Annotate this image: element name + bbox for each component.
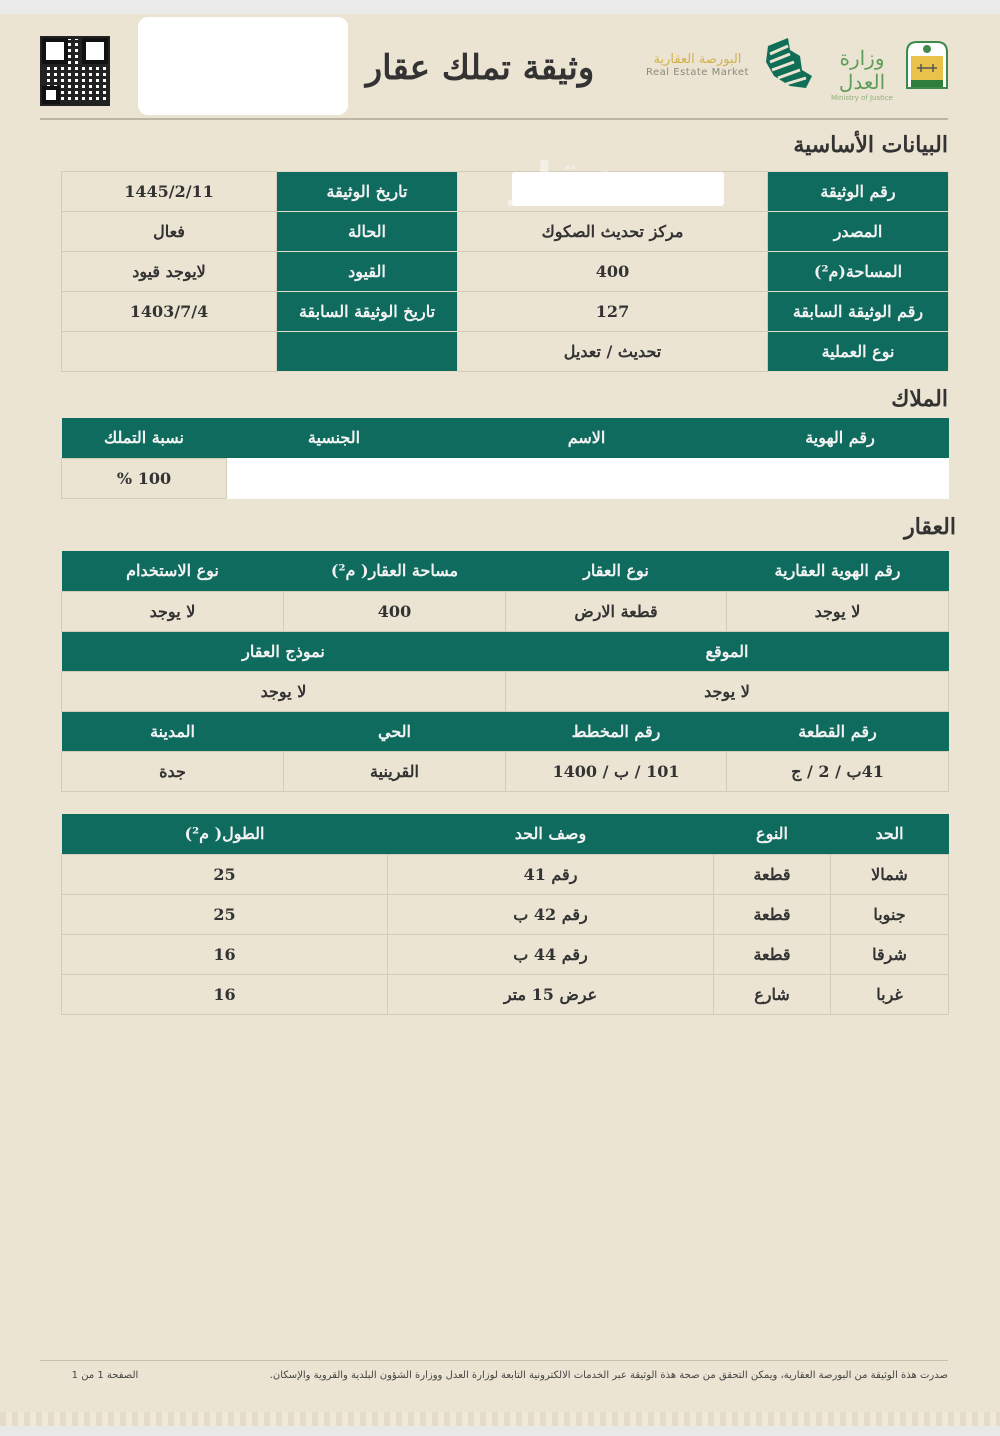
table-row: [62, 751, 949, 791]
table-row: [62, 974, 949, 1014]
value-cell: القرينية: [284, 751, 506, 791]
share-cell: 100 %: [62, 458, 227, 498]
side-cell: غربا: [831, 974, 949, 1014]
column-header: نوع العقار: [506, 551, 727, 591]
type-cell: شارع: [714, 974, 831, 1014]
column-header: رقم الهوية العقارية: [727, 551, 949, 591]
column-header: النوع: [714, 814, 831, 854]
length-cell: 16: [62, 934, 388, 974]
table-header-row: [62, 551, 949, 591]
value-cell: لا يوجد: [506, 671, 949, 711]
column-header: الحد: [831, 814, 949, 854]
value-cell: جدة: [62, 751, 284, 791]
table-row: [62, 854, 949, 894]
column-header: نوع الاستخدام: [62, 551, 284, 591]
value-cell: لايوجد قيود: [62, 252, 277, 292]
value-cell: 101 / ب / 1400: [506, 751, 727, 791]
column-header: وصف الحد: [388, 814, 714, 854]
value-cell: مركز تحديث الصكوك: [458, 212, 768, 252]
side-cell: شرقا: [831, 934, 949, 974]
table-row: [62, 332, 949, 372]
column-header: المدينة: [62, 711, 284, 751]
label-cell: الحالة: [277, 212, 458, 252]
basic-info-title: البيانات الأساسية: [793, 132, 948, 158]
property-title: العقار: [904, 514, 956, 540]
footer-divider: [40, 1360, 948, 1361]
type-cell: قطعة: [714, 894, 831, 934]
label-cell: نوع العملية: [768, 332, 949, 372]
table-row: [62, 671, 949, 711]
real-estate-market-logo: [640, 52, 755, 78]
label-cell: القيود: [277, 252, 458, 292]
column-header: الطول( م²): [62, 814, 388, 854]
label-cell: رقم الوثيقة السابقة: [768, 292, 949, 332]
value-cell: قطعة الارض: [506, 591, 727, 631]
column-header: رقم القطعة: [727, 711, 949, 751]
description-cell: رقم 42 ب: [388, 894, 714, 934]
owners-table: [61, 418, 949, 499]
value-cell: فعال: [62, 212, 277, 252]
column-header: رقم الهوية: [732, 418, 949, 458]
value-cell: تحديث / تعديل: [458, 332, 768, 372]
column-header: رقم المخطط: [506, 711, 727, 751]
table-header-row: [62, 631, 949, 671]
column-header: نموذج العقار: [62, 631, 506, 671]
label-cell: المصدر: [768, 212, 949, 252]
qr-code-icon: [40, 36, 110, 106]
table-header-row: [62, 814, 949, 854]
ministry-of-justice-emblem-icon: [903, 38, 951, 92]
redacted-box: [227, 458, 949, 498]
redacted-box: [138, 17, 348, 115]
label-cell: المساحة(م²): [768, 252, 949, 292]
real-estate-market-logo-icon: [760, 36, 816, 92]
label-cell: [277, 332, 458, 372]
watermark: عقار: [510, 152, 619, 206]
type-cell: قطعة: [714, 934, 831, 974]
ministry-of-justice-logo: [824, 46, 900, 102]
value-cell: 1445/2/11: [62, 172, 277, 212]
owners-title: الملاك: [891, 386, 948, 412]
header-divider: [40, 118, 948, 120]
table-row: [62, 934, 949, 974]
table-row: [62, 591, 949, 631]
value-cell: 1403/7/4: [62, 292, 277, 332]
logo-rem-arabic: البورصة العقارية: [653, 52, 742, 67]
table-row: [62, 212, 949, 252]
table-header-row: [62, 418, 949, 458]
column-header: الاسم: [442, 418, 732, 458]
value-cell: 400: [458, 252, 768, 292]
side-cell: شمالا: [831, 854, 949, 894]
table-row: [62, 172, 949, 212]
table-row: [62, 894, 949, 934]
value-cell: لا يوجد: [62, 671, 506, 711]
basic-info-table: [61, 171, 949, 372]
label-cell: تاريخ الوثيقة: [277, 172, 458, 212]
description-cell: رقم 44 ب: [388, 934, 714, 974]
value-cell: 41ب / 2 / ج: [727, 751, 949, 791]
document-title: وثيقة تملك عقار: [365, 48, 595, 88]
column-header: الموقع: [506, 631, 949, 671]
label-cell: رقم الوثيقة: [768, 172, 949, 212]
background-strip: [0, 1426, 1000, 1436]
length-cell: 25: [62, 854, 388, 894]
length-cell: 16: [62, 974, 388, 1014]
footer-note: صدرت هذة الوثيقة من البورصة العقارية، ويمكن التحقق من صحة هذة الوثيقة عبر الخدمات الالكترونية التابعة لوزارة العدل ووزارة الشؤون البلدية والقروية والإسكان.: [269, 1370, 948, 1381]
label-cell: تاريخ الوثيقة السابقة: [277, 292, 458, 332]
value-cell: 127: [458, 292, 768, 332]
table-row: [62, 292, 949, 332]
value-cell: لا يوجد: [62, 591, 284, 631]
description-cell: عرض 15 متر: [388, 974, 714, 1014]
table-header-row: [62, 711, 949, 751]
logo-moj-english: Ministry of Justice: [831, 94, 893, 102]
table-row: [62, 458, 949, 498]
page-number: الصفحة 1 من 1: [71, 1370, 139, 1381]
table-row: [62, 252, 949, 292]
column-header: الحي: [284, 711, 506, 751]
column-header: الجنسية: [227, 418, 442, 458]
value-cell: لا يوجد: [727, 591, 949, 631]
side-cell: جنوبا: [831, 894, 949, 934]
description-cell: رقم 41: [388, 854, 714, 894]
value-cell: [62, 332, 277, 372]
logo-rem-english: Real Estate Market: [646, 67, 749, 78]
type-cell: قطعة: [714, 854, 831, 894]
page-edge: [0, 1412, 1000, 1426]
value-cell: 400: [284, 591, 506, 631]
column-header: مساحة العقار( م²): [284, 551, 506, 591]
length-cell: 25: [62, 894, 388, 934]
property-table: [61, 551, 949, 792]
column-header: نسبة التملك: [62, 418, 227, 458]
boundaries-table: [61, 814, 949, 1015]
logo-moj-arabic: وزارة العدل: [838, 46, 886, 94]
